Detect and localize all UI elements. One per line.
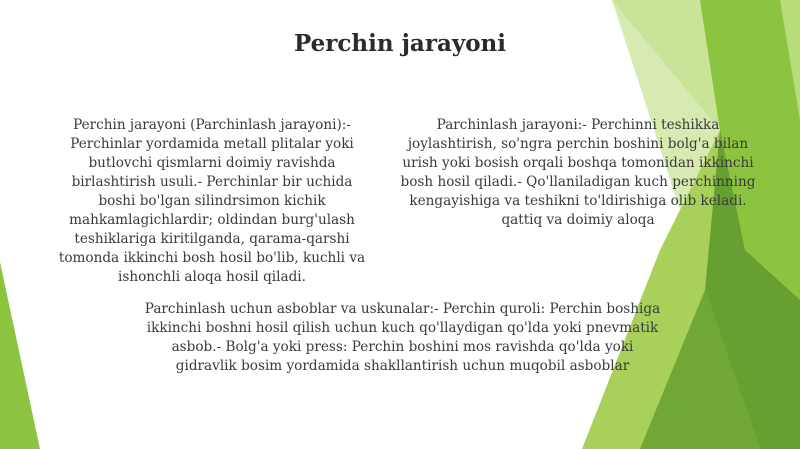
slide-title: Perchin jarayoni [293, 30, 507, 57]
left-paragraph: Perchin jarayoni (Parchinlash jarayoni):- Perchinlar yordamida metall plitalar yoki butlovchi qismlarni doimiy ravishda birlashtirish usuli.- Perchinlar bir uchida boshi bo'lgan silindrsimon kichik mahkamlagichlardir; oldindan burg'ulash teshiklariga kiritilganda, qarama-qarshi tomonda ikkinchi bosh hosil bo'lib, kuchli va ishonchli aloqa hosil qiladi. [58, 117, 366, 285]
right-paragraph: Parchinlash jarayoni:- Perchinni teshikka joylashtirish, so'ngra perchin boshini bolg'a bilan urish yoki bosish orqali boshqa tomonidan ikkinchi bosh hosil qiladi.- Qo'llaniladigan kuch perchinning kengayishiga va teshikni to'ldirishiga olib keladi. qattiq va doimiy aloqa [400, 117, 756, 228]
left-green-sliver [0, 262, 40, 449]
bottom-paragraph: Parchinlash uchun asboblar va uskunalar:- Perchin quroli: Perchin boshiga ikkinchi boshni hosil qilish uchun kuch qo'llaydigan qo'lda yoki pnevmatik asbob.- Bolg'a yoki press: Perchin boshini mos ravishda qo'lda yoki gidravlik bosim yordamida shakllantirish uchun muqobil asboblar [144, 301, 661, 374]
